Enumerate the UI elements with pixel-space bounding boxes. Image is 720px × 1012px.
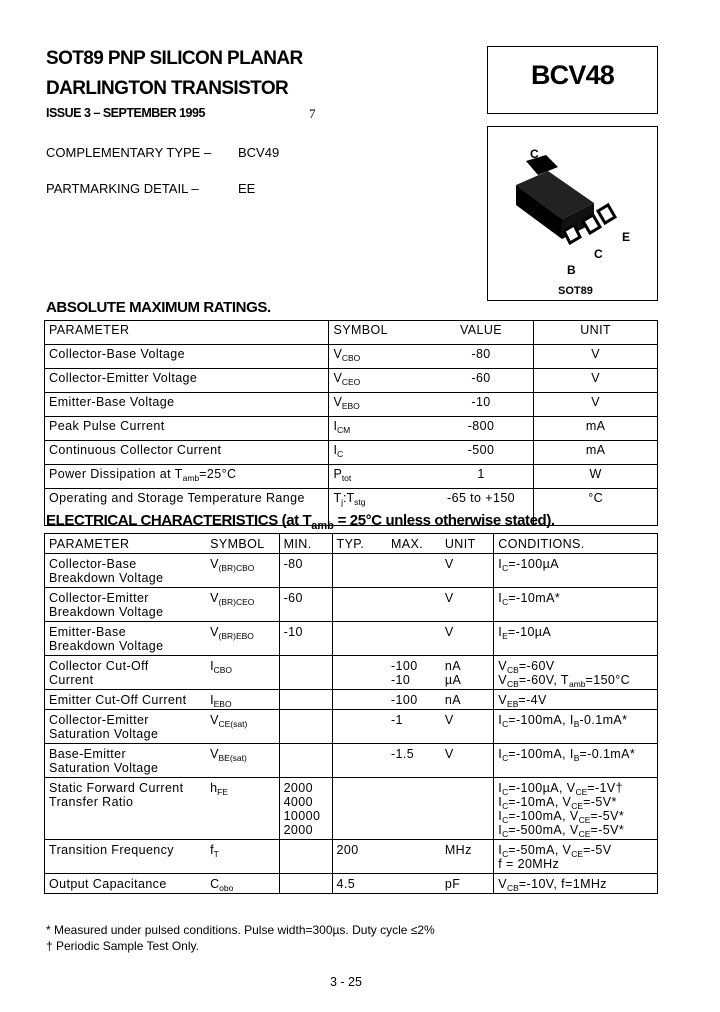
symbol-cell: $C_{obo}$ [206,874,279,894]
unit-cell: W [534,465,658,489]
header-symbol: SYMBOL [206,534,279,554]
table-header-row [45,321,658,345]
max-cell: -100 -10 [387,656,441,690]
table-row [45,465,658,489]
header-typ: TYP. [332,534,387,554]
conditions-cell: $I_C=-100\mu A$ [494,554,658,588]
elec-char-heading: ELECTRICAL CHARACTERISTICS (at $T_{amb} = 25^\circ C$ unless otherwise stated). [46,512,555,532]
title-line-2: DARLINGTON TRANSISTOR [46,78,289,99]
typ-cell [332,656,387,690]
symbol-cell: $I_{CBO}$ [206,656,279,690]
table-row [45,874,658,894]
abs-max-heading: ABSOLUTE MAXIMUM RATINGS. [46,299,271,316]
symbol-cell: $V_{CEO}$ [329,369,429,393]
unit-cell: mA [534,441,658,465]
symbol-cell: $h_{FE}$ [206,778,279,840]
value-cell: -80 [429,345,534,369]
table-row [45,778,658,840]
typ-cell [332,744,387,778]
table-row [45,554,658,588]
typ-cell [332,690,387,710]
table-row [45,690,658,710]
min-cell: 2000 4000 10000 2000 [279,778,332,840]
param-cell: Static Forward Current Transfer Ratio [45,778,207,840]
unit-cell: MHz [441,840,494,874]
footnote-periodic: † Periodic Sample Test Only. [46,939,199,953]
value-cell: -500 [429,441,534,465]
min-cell [279,840,332,874]
param-cell: Base-Emitter Saturation Voltage [45,744,207,778]
min-cell [279,656,332,690]
value-cell: -65 to +150 [429,489,534,526]
symbol-cell: $T_j:T_{stg}$ [329,489,429,526]
table-row [45,417,658,441]
min-cell: -10 [279,622,332,656]
min-cell [279,744,332,778]
unit-cell: °C [534,489,658,526]
issue-mark: 7 [309,106,316,121]
typ-cell [332,622,387,656]
table-row [45,840,658,874]
symbol-cell: $V_{BE(sat)}$ [206,744,279,778]
param-cell: Output Capacitance [45,874,207,894]
value-cell: -800 [429,417,534,441]
typ-cell [332,778,387,840]
param-cell: Peak Pulse Current [45,417,329,441]
symbol-cell: $V_{(BR)CBO}$ [206,554,279,588]
min-cell [279,710,332,744]
value-cell: -10 [429,393,534,417]
typ-cell: 200 [332,840,387,874]
pin-label-c-top: C [530,147,539,161]
header-value: VALUE [429,321,534,345]
symbol-cell: $I_{CM}$ [329,417,429,441]
min-cell: -80 [279,554,332,588]
symbol-cell: $I_{EBO}$ [206,690,279,710]
partmarking-label: PARTMARKING DETAIL – [46,181,199,196]
param-cell: Collector Cut-Off Current [45,656,207,690]
param-cell: Collector-Emitter Breakdown Voltage [45,588,207,622]
part-number: BCV48 [530,60,615,90]
table-row [45,369,658,393]
unit-cell: V [441,554,494,588]
unit-cell: V [534,393,658,417]
unit-cell: V [441,744,494,778]
header-unit: UNIT [534,321,658,345]
complementary-type-value: BCV49 [238,145,280,160]
typ-cell [332,554,387,588]
header-unit: UNIT [441,534,494,554]
conditions-cell: $I_C=-50mA$, $V_{CE}=-5V$ f = 20MHz [494,840,658,874]
header-parameter: PARAMETER [45,534,207,554]
param-cell: Emitter-Base Voltage [45,393,329,417]
pin-label-b: B [567,263,576,277]
symbol-cell: $I_C$ [329,441,429,465]
value-cell: 1 [429,465,534,489]
param-cell: Collector-Base Breakdown Voltage [45,554,207,588]
unit-cell: pF [441,874,494,894]
typ-cell [332,588,387,622]
symbol-cell: $V_{(BR)EBO}$ [206,622,279,656]
min-cell [279,874,332,894]
param-cell: Collector-Emitter Saturation Voltage [45,710,207,744]
symbol-cell: $V_{CE(sat)}$ [206,710,279,744]
table-row [45,345,658,369]
max-cell [387,874,441,894]
table-header-row [45,534,658,554]
max-cell [387,840,441,874]
min-cell: -60 [279,588,332,622]
header-min: MIN. [279,534,332,554]
max-cell [387,554,441,588]
param-cell: Emitter-Base Breakdown Voltage [45,622,207,656]
param-cell: Operating and Storage Temperature Range [45,489,329,526]
max-cell [387,622,441,656]
header-conditions: CONDITIONS. [494,534,658,554]
header-symbol: SYMBOL [329,321,429,345]
electrical-characteristics-table [44,533,658,894]
sot89-package-drawing [488,127,656,299]
header-parameter: PARAMETER [45,321,329,345]
symbol-cell: $f_T$ [206,840,279,874]
title-line-1: SOT89 PNP SILICON PLANAR [46,48,303,69]
unit-cell: V [441,588,494,622]
unit-cell: nA µA [441,656,494,690]
param-cell: Emitter Cut-Off Current [45,690,207,710]
max-cell: -100 [387,690,441,710]
symbol-cell: $V_{CBO}$ [329,345,429,369]
conditions-cell: $V_{CB}=-10V$, f=1MHz [494,874,658,894]
package-name: SOT89 [558,285,593,297]
table-row [45,622,658,656]
max-cell [387,778,441,840]
symbol-cell: $V_{(BR)CEO}$ [206,588,279,622]
conditions-cell: $I_C=-10mA*$ [494,588,658,622]
max-cell [387,588,441,622]
footnote-pulsed: * Measured under pulsed conditions. Pulse width=300µs. Duty cycle ≤2% [46,923,435,937]
symbol-cell: $V_{EBO}$ [329,393,429,417]
pin-label-e: E [622,230,631,244]
partmarking-value: EE [238,181,256,196]
conditions-cell: $I_E=-10\mu A$ [494,622,658,656]
package-diagram-box [487,126,658,301]
param-cell: Continuous Collector Current [45,441,329,465]
param-cell: Collector-Base Voltage [45,345,329,369]
symbol-cell: $P_{tot}$ [329,465,429,489]
conditions-cell: $V_{EB}=-4V$ [494,690,658,710]
conditions-cell: $V_{CB}=-60V$ $V_{CB}=-60V$, $T_{amb}=150^\circ C$ [494,656,658,690]
typ-cell [332,710,387,744]
table-row [45,393,658,417]
min-cell [279,690,332,710]
unit-cell: mA [534,417,658,441]
param-cell: Collector-Emitter Voltage [45,369,329,393]
pin-label-c: C [594,247,603,261]
unit-cell: V [441,622,494,656]
param-cell: Transition Frequency [45,840,207,874]
conditions-cell: $I_C=-100mA$, $I_B=-0.1mA*$ [494,744,658,778]
unit-cell [441,778,494,840]
unit-cell: V [534,369,658,393]
max-cell: -1 [387,710,441,744]
unit-cell: nA [441,690,494,710]
page-number: 3 - 25 [330,975,362,989]
conditions-cell: $I_C=-100\mu A$, $V_{CE}=-1V\dagger$ $I_C=-10mA$, $V_{CE}=-5V*$ $I_C=-100mA$, $V_{CE}=-5V*$ $I_C=-500mA$, $V_{CE}=-5V*$ [494,778,658,840]
max-cell: -1.5 [387,744,441,778]
table-row [45,656,658,690]
issue-date: ISSUE 3 – SEPTEMBER 1995 [46,106,205,120]
typ-cell: 4.5 [332,874,387,894]
table-row [45,588,658,622]
unit-cell: V [441,710,494,744]
value-cell: -60 [429,369,534,393]
table-row [45,441,658,465]
param-cell: Power Dissipation at $T_{amb}=25^\circ C$ [45,465,329,489]
table-row [45,744,658,778]
abs-max-table [44,320,658,526]
unit-cell: V [534,345,658,369]
header-max: MAX. [387,534,441,554]
complementary-type-label: COMPLEMENTARY TYPE – [46,145,212,160]
table-row [45,710,658,744]
conditions-cell: $I_C=-100mA$, $I_B-0.1mA*$ [494,710,658,744]
